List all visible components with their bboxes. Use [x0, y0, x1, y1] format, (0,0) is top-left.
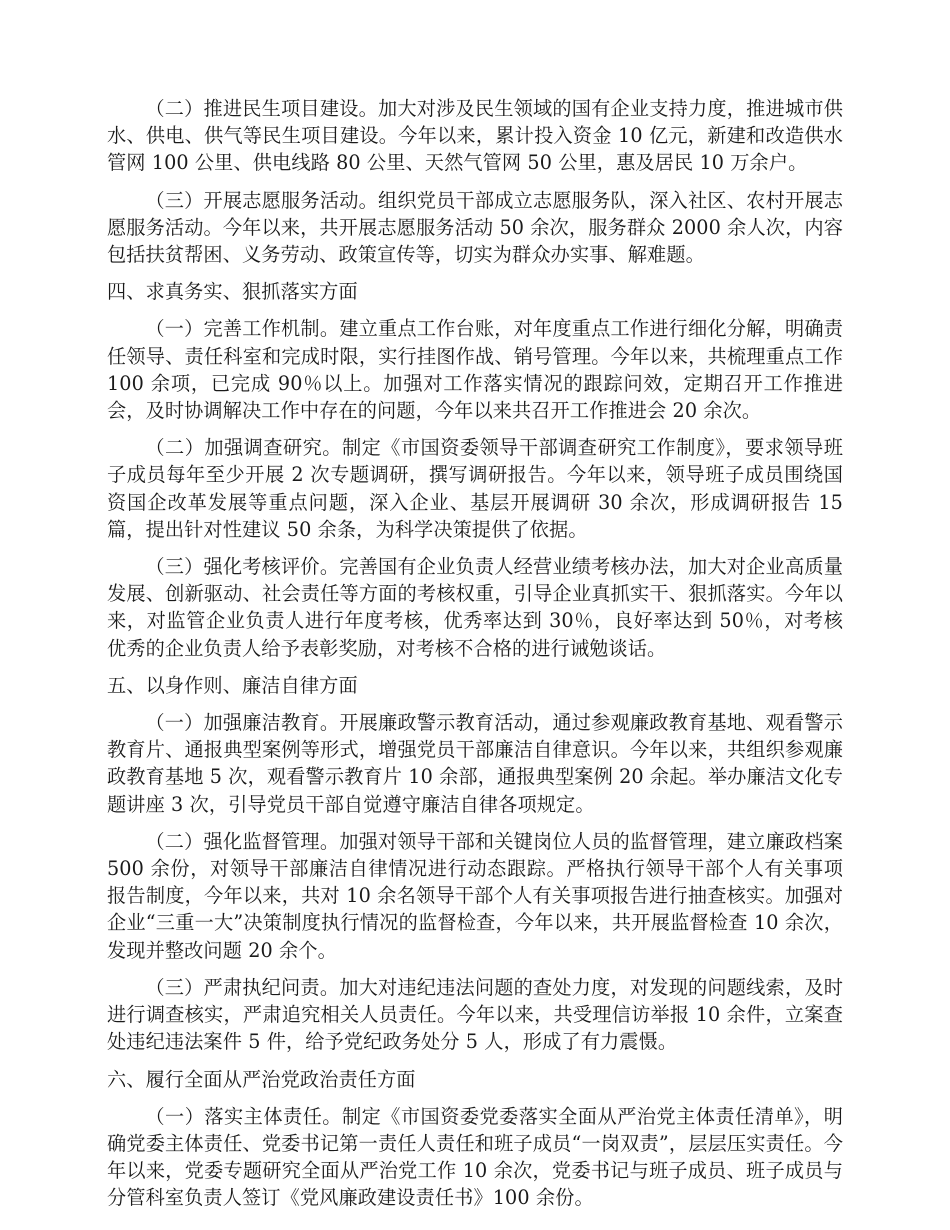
paragraph-6-1: （一）落实主体责任。制定《市国资委党委落实全面从严治党主体责任清单》，明确党委主体责任、党委书记第一责任人责任和班子成员“一岗双责”，层层压实责任。今年以来，党委专题研究全面从严治党工作 10 余次，党委书记与班子成员、班子成员与分管科室负责人签订《党风廉政建设责任书》100 余份。: [107, 1104, 843, 1210]
paragraph-5-2: （二）强化监督管理。加强对领导干部和关键岗位人员的监督管理，建立廉政档案 500 余份，对领导干部廉洁自律情况进行动态跟踪。严格执行领导干部个人有关事项报告制度，今年以来，共对 10 余名领导干部个人有关事项报告进行抽查核实。加强对企业“三重一大”决策制度执行情况的监督检查，今年以来，共开展监督检查 10 余次，发现并整改问题 20 余个。: [107, 829, 843, 962]
section-heading-4: 四、求真务实、狠抓落实方面: [107, 280, 358, 304]
paragraph-5-3: （三）严肃执纪问责。加大对违纪违法问题的查处力度，对发现的问题线索，及时进行调查核实，严肃追究相关人员责任。今年以来，共受理信访举报 10 余件，立案查处违纪违法案件 5 件，给予党纪政务处分 5 人，形成了有力震慑。: [107, 975, 843, 1054]
section-heading-5: 五、以身作则、廉洁自律方面: [107, 673, 358, 697]
paragraph-5-1: （一）加强廉洁教育。开展廉政警示教育活动，通过参观廉政教育基地、观看警示教育片、通报典型案例等形式，增强党员干部廉洁自律意识。今年以来，共组织参观廉政教育基地 5 次，观看警示教育片 10 余部，通报典型案例 20 余起。举办廉洁文化专题讲座 3 次，引导党员干部自觉遵守廉洁自律各项规定。: [107, 711, 843, 816]
paragraph-4-3: （三）强化考核评价。完善国有企业负责人经营业绩考核办法，加大对企业高质量发展、创新驱动、社会责任等方面的考核权重，引导企业真抓实干、狠抓落实。今年以来，对监管企业负责人进行年度考核，优秀率达到 30％，良好率达到 50％，对考核优秀的企业负责人给予表彰奖励，对考核不合格的进行诫勉谈话。: [107, 555, 843, 660]
document-body: [107, 95, 843, 1212]
section-heading-6: 六、履行全面从严治党政治责任方面: [107, 1067, 416, 1091]
paragraph-2-2: （二）推进民生项目建设。加大对涉及民生领域的国有企业支持力度，推进城市供水、供电、供气等民生项目建设。今年以来，累计投入资金 10 亿元，新建和改造供水管网 100 公里、供电线路 80 公里、天然气管网 50 公里，惠及居民 10 万余户。: [107, 97, 843, 175]
paragraph-2-3: （三）开展志愿服务活动。组织党员干部成立志愿服务队，深入社区、农村开展志愿服务活动。今年以来，共开展志愿服务活动 50 余次，服务群众 2000 余人次，内容包括扶贫帮困、义务劳动、政策宣传等，切实为群众办实事、解难题。: [107, 188, 843, 267]
paragraph-4-2: （二）加强调查研究。制定《市国资委领导干部调查研究工作制度》，要求领导班子成员每年至少开展 2 次专题调研，撰写调研报告。今年以来，领导班子成员围绕国资国企改革发展等重点问题，深入企业、基层开展调研 30 余次，形成调研报告 15 篇，提出针对性建议 50 余条，为科学决策提供了依据。: [107, 436, 843, 541]
paragraph-4-1: （一）完善工作机制。建立重点工作台账，对年度重点工作进行细化分解，明确责任领导、责任科室和完成时限，实行挂图作战、销号管理。今年以来，共梳理重点工作 100 余项，已完成 90％以上。加强对工作落实情况的跟踪问效，定期召开工作推进会，及时协调解决工作中存在的问题，今年以来共召开工作推进会 20 余次。: [107, 317, 843, 423]
